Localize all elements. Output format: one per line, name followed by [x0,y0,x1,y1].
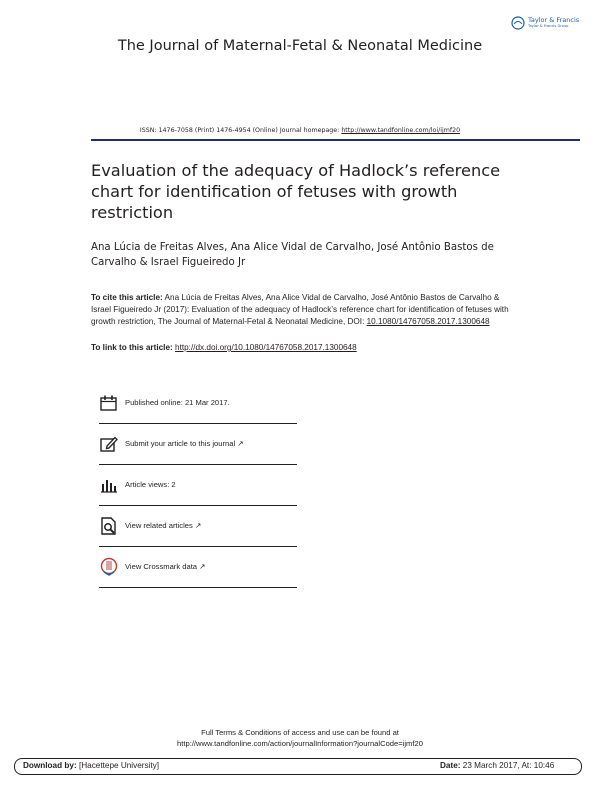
crossmark-icon [99,557,119,577]
citation-label: To cite this article: [91,293,163,302]
citation-text: Ana Lúcia de Freitas Alves, Ana Alice Vidal de Carvalho, José Antônio Bastos de Carvalho & Israel Figueiredo Jr (2017): Evaluation of the adequacy of Hadlock’s reference chart for identification of fetuses with growth restriction, The Journal of Maternal-Fetal & Neonatal Medicine, DOI: [91,293,509,326]
article-link-line [91,343,521,352]
submit-article-row[interactable] [99,423,297,464]
issn-text: ISSN: 1476-7058 (Print) 1476-4954 (Online) Journal homepage: [139,127,342,134]
meta-divider [99,587,297,588]
terms-line: Full Terms & Conditions of access and use can be found at [201,728,399,737]
logo-circle-icon [511,16,525,30]
logo-name: Taylor & Francis [528,16,580,25]
header-divider [91,139,580,141]
related-articles-row[interactable] [99,505,297,546]
article-views-row [99,464,297,505]
downloaded-by-value: [Hacettepe University] [76,761,160,770]
publisher-logo [511,16,579,30]
downloaded-by [23,761,159,770]
related-articles-link[interactable]: View related articles [125,521,193,530]
article-doi-url-link[interactable]: http://dx.doi.org/10.1080/14767058.2017.1300648 [175,343,357,352]
terms-url-link[interactable]: http://www.tandfonline.com/action/journalInformation?journalCode=ijmf20 [177,739,423,748]
edit-icon [99,434,119,454]
article-views-text: Article views: 2 [125,480,176,489]
crossmark-link[interactable]: View Crossmark data [125,562,198,571]
external-link-icon: ↗ [237,439,244,448]
published-online-text: Published online: 21 Mar 2017. [125,398,230,407]
link-label: To link to this article: [91,343,176,352]
crossmark-row[interactable] [99,546,297,587]
issn-line [0,127,600,134]
journal-homepage-link[interactable]: http://www.tandfonline.com/loi/ijmf20 [341,127,461,134]
doi-link[interactable]: 10.1080/14767058.2017.1300648 [366,316,490,326]
logo-tagline: Taylor & Francis Group [528,23,569,28]
download-date-value: 23 March 2017, At: 10:46 [460,761,555,770]
bar-chart-icon [99,475,119,495]
search-document-icon [99,516,119,536]
article-title: Evaluation of the adequacy of Hadlock’s reference chart for identification of fetuses with growth restriction [91,161,501,222]
download-info-bar [14,758,582,775]
article-authors: Ana Lúcia de Freitas Alves, Ana Alice Vidal de Carvalho, José Antônio Bastos de Carvalho & Israel Figueiredo Jr [91,242,494,268]
downloaded-by-label: Download by: [23,761,77,770]
calendar-icon [99,393,119,413]
download-date-label: Date: [440,761,461,770]
submit-article-link[interactable]: Submit your article to this journal [125,439,236,448]
external-link-icon: ↗ [199,562,206,571]
journal-title: The Journal of Maternal-Fetal & Neonatal Medicine [117,38,483,54]
external-link-icon: ↗ [194,521,202,530]
citation-block [91,292,516,327]
published-online-row [99,382,297,423]
download-date [440,761,554,770]
